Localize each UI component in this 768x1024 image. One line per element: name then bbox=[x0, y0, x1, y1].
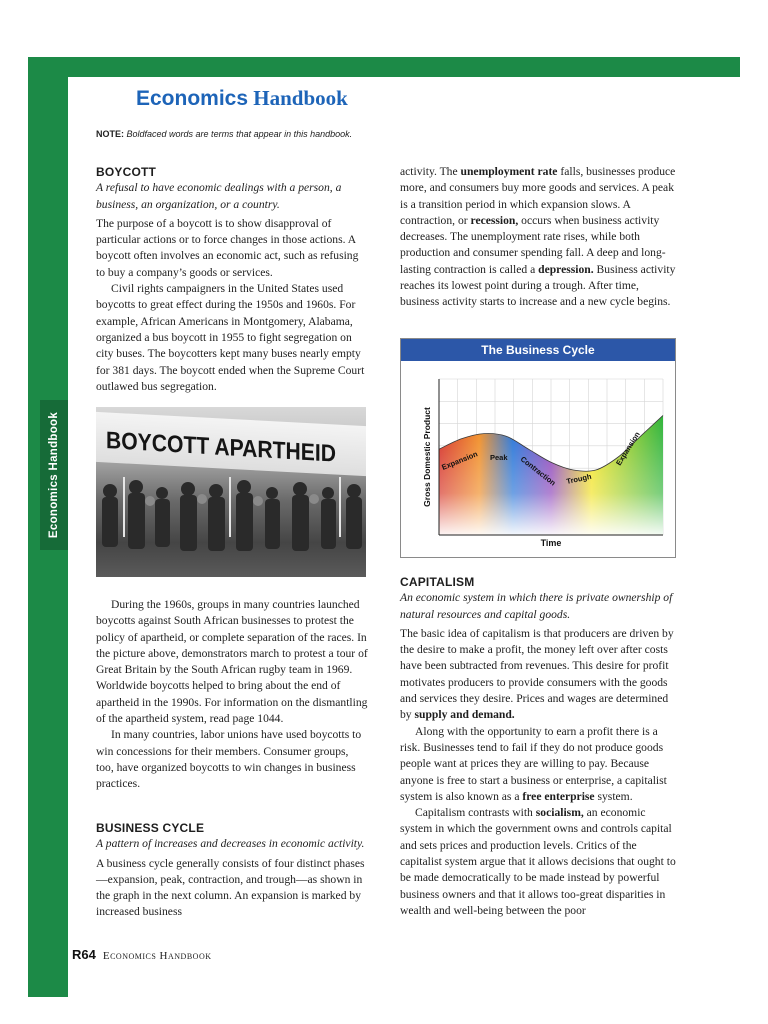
label-expansion-2: Expansion bbox=[614, 430, 642, 468]
top-color-band bbox=[28, 57, 740, 77]
label-expansion-1: Expansion bbox=[440, 449, 479, 472]
capitalism-paragraph-3 bbox=[400, 805, 676, 919]
bc-text-4: Business activity reaches its lowest point during a trough. After time, business activity starts to increase and a new cycle begins. bbox=[400, 262, 676, 309]
cap-text-5: an economic system in which the government owns and controls capital and sets prices and production levels. Critics of the capitalist system argue that it allows decisions that ought to be made democratically to be made instead by powerful business owners and that it allows too-great disparities in wealth and well-being between the poor bbox=[400, 806, 676, 917]
note-text: Boldfaced words are terms that appear in this handbook. bbox=[126, 129, 353, 139]
page-title bbox=[136, 86, 348, 111]
capitalism-paragraph-2 bbox=[400, 724, 676, 805]
side-tab-label: Economics Handbook bbox=[48, 411, 60, 539]
term-supply-and-demand: supply and demand. bbox=[414, 708, 515, 722]
cap-text-1: The basic idea of capitalism is that producers are driven by the desire to make a profit, the money left over after costs have been subtracted from revenues. This desire for profit motivates producers to provide consumers with the goods and services they desire. Prices and wages are determined by bbox=[400, 626, 674, 722]
term-depression: depression. bbox=[538, 262, 594, 276]
bc-text-3: occurs when business activity decreases. The unemployment rate rises, while both production and consumer spending fall. A deep and long-lasting contraction is called a bbox=[400, 213, 666, 276]
boycott-continued bbox=[96, 597, 368, 793]
business-cycle-paragraph-1: A business cycle generally consists of four distinct phases—expansion, peak, contraction, and trough—as shown in the graph in the next column. An expansion is marked by increased business bbox=[96, 856, 365, 919]
boycott-paragraph-4: In many countries, labor unions have used boycotts to win concessions for their members. Consumer groups, too, have organized boycotts to win changes in business practices. bbox=[96, 728, 362, 791]
note-label: NOTE: bbox=[96, 129, 124, 139]
page-title-bold: Economics bbox=[136, 87, 249, 110]
page-number: R64 bbox=[72, 947, 96, 962]
term-free-enterprise: free enterprise bbox=[522, 789, 595, 803]
footer-title: Economics Handbook bbox=[102, 950, 212, 962]
business-cycle-section bbox=[96, 820, 368, 921]
business-cycle-chart bbox=[400, 338, 676, 558]
term-socialism: socialism, bbox=[535, 806, 584, 820]
label-peak: Peak bbox=[490, 453, 508, 462]
chart-plot bbox=[401, 339, 675, 557]
term-unemployment-rate: unemployment rate bbox=[460, 165, 558, 178]
label-contraction: Contraction bbox=[518, 454, 558, 488]
capitalism-paragraph-1 bbox=[400, 626, 676, 724]
term-recession: recession, bbox=[470, 213, 519, 227]
crowd-illustration bbox=[96, 477, 366, 577]
capitalism-definition: An economic system in which there is private ownership of natural resources and capital goods. bbox=[400, 591, 673, 621]
page-title-plain: Handbook bbox=[253, 86, 348, 110]
right-margin bbox=[740, 57, 768, 997]
capitalism-heading: CAPITALISM bbox=[400, 575, 475, 589]
bc-text-2: falls, businesses produce more, and consumers buy more goods and services. A peak is a transition period in which expansion slows. A contraction, or bbox=[400, 165, 676, 227]
boycott-section bbox=[96, 164, 368, 395]
business-cycle-continued bbox=[400, 164, 676, 311]
cap-text-4: Capitalism contrasts with bbox=[415, 806, 536, 820]
boycott-heading: BOYCOTT bbox=[96, 165, 157, 179]
business-cycle-definition: A pattern of increases and decreases in economic activity. bbox=[96, 837, 365, 851]
protest-banner-text: BOYCOTT APARTHEID bbox=[106, 427, 336, 468]
boycott-paragraph-3: During the 1960s, groups in many countries launched boycotts against South African businesses to protest the policy of apartheid, or complete separation of the races. In the picture above, demonstrators march to protest a tour of Great Britain by the South African rugby team in 1969. Worldwide boycotts helped to bring about the end of apartheid in the 1990s. For information on the dismantling of the apartheid system, read page 1044. bbox=[96, 598, 368, 726]
boycott-paragraph-2: Civil rights campaigners in the United States used boycotts to great effect during the 1950s and 1960s. For example, African Americans in Montgomery, Alabama, organized a bus boycott in 1955 to fight segregation on city buses. The boycotters kept many buses nearly empty for 381 days. The boycott ended when the Supreme Court outlawed bus segregation. bbox=[96, 282, 365, 393]
cap-text-2: Along with the opportunity to earn a profit there is a risk. Businesses tend to fail if they do not produce goods people want at prices they are willing to pay. Because anyone is free to start a business or enterprise, a capitalist system is also known as a bbox=[400, 724, 667, 803]
business-cycle-paragraph-2 bbox=[400, 164, 676, 311]
page-footer bbox=[72, 946, 212, 964]
y-axis-label: Gross Domestic Product bbox=[422, 407, 432, 507]
boycott-apartheid-photo bbox=[96, 407, 366, 577]
note bbox=[96, 129, 352, 139]
cap-text-3: system. bbox=[594, 789, 633, 803]
label-trough: Trough bbox=[565, 471, 593, 486]
boycott-paragraph-1: The purpose of a boycott is to show disapproval of particular actions or to force changes in those actions. A boycott often involves an economic act, such as refusing to buy a company’s goods or services. bbox=[96, 216, 359, 279]
capitalism-section bbox=[400, 574, 676, 919]
business-cycle-heading: BUSINESS CYCLE bbox=[96, 821, 205, 835]
boycott-definition: A refusal to have economic dealings with a person, a business, an organization, or a country. bbox=[96, 181, 342, 211]
x-axis-label: Time bbox=[540, 538, 562, 548]
bc-text-1: activity. The bbox=[400, 165, 461, 178]
chart-title: The Business Cycle bbox=[481, 343, 595, 357]
